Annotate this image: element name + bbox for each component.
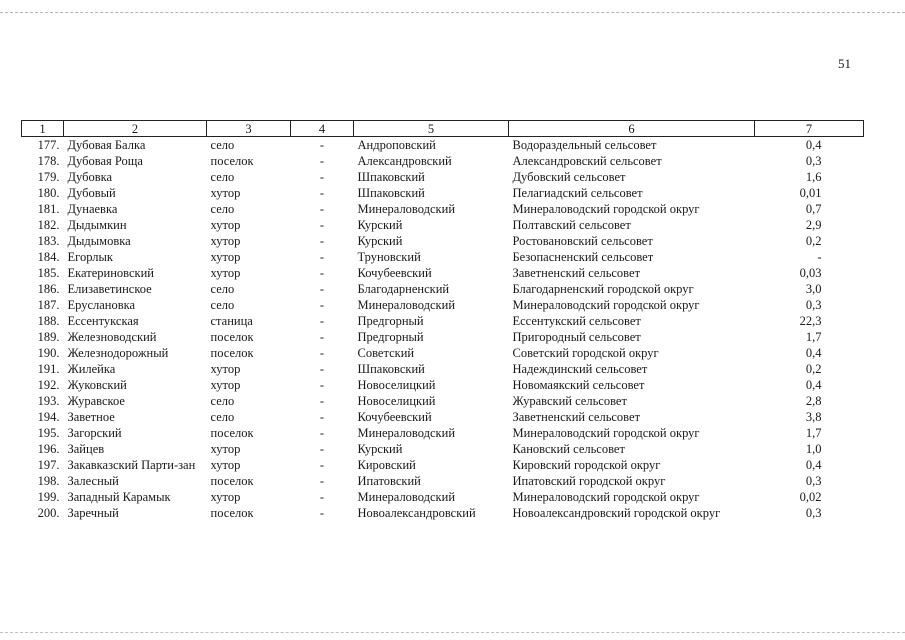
row-number: 188. bbox=[37, 314, 60, 328]
area-value: 0,3 bbox=[805, 298, 822, 312]
settlement-type: село bbox=[210, 202, 235, 216]
table-row bbox=[22, 425, 864, 441]
settlement-type: поселок bbox=[210, 426, 254, 440]
district-name: Минераловодский bbox=[357, 202, 456, 216]
column-4-value: - bbox=[319, 154, 325, 168]
settlement-name: Дубовка bbox=[67, 170, 113, 184]
district-name: Шпаковский bbox=[357, 170, 425, 184]
settlement-name: Дыдымкин bbox=[67, 218, 127, 232]
settlement-name: Закавказский Парти-зан bbox=[67, 458, 196, 472]
row-number: 192. bbox=[37, 378, 60, 392]
district-name: Труновский bbox=[357, 250, 421, 264]
row-number: 189. bbox=[37, 330, 60, 344]
district-name: Курский bbox=[357, 234, 403, 248]
column-header-2: 2 bbox=[64, 121, 207, 137]
settlement-name: Еруслановка bbox=[67, 298, 136, 312]
area-value: 0,3 bbox=[805, 154, 822, 168]
settlement-name: Егорлык bbox=[67, 250, 113, 264]
column-4-value: - bbox=[319, 362, 325, 376]
column-4-value: - bbox=[319, 266, 325, 280]
row-number: 185. bbox=[37, 266, 60, 280]
row-number: 187. bbox=[37, 298, 60, 312]
area-value: 0,3 bbox=[805, 506, 822, 520]
district-name: Кочубеевский bbox=[357, 266, 432, 280]
municipality-name: Безопасненский сельсовет bbox=[512, 250, 654, 264]
municipality-name: Минераловодский городской округ bbox=[512, 490, 700, 504]
settlement-type: хутор bbox=[210, 378, 241, 392]
table-row bbox=[22, 409, 864, 425]
settlement-name: Дубовый bbox=[67, 186, 116, 200]
district-name: Шпаковский bbox=[357, 186, 425, 200]
scan-artifact-bottom-line bbox=[0, 632, 905, 633]
municipality-name: Ипатовский городской округ bbox=[512, 474, 666, 488]
settlement-name: Елизаветинское bbox=[67, 282, 152, 296]
table-row bbox=[22, 473, 864, 489]
municipality-name: Минераловодский городской округ bbox=[512, 202, 700, 216]
settlement-name: Дубовая Балка bbox=[67, 138, 146, 152]
municipality-name: Кировский городской округ bbox=[512, 458, 661, 472]
row-number: 199. bbox=[37, 490, 60, 504]
table-row bbox=[22, 233, 864, 249]
settlement-type: село bbox=[210, 298, 235, 312]
settlement-type: поселок bbox=[210, 330, 254, 344]
municipality-name: Дубовский сельсовет bbox=[512, 170, 626, 184]
column-header-4: 4 bbox=[291, 121, 354, 137]
table-row bbox=[22, 345, 864, 361]
area-value: 0,03 bbox=[799, 266, 822, 280]
column-header-3: 3 bbox=[207, 121, 291, 137]
district-name: Минераловодский bbox=[357, 490, 456, 504]
district-name: Минераловодский bbox=[357, 426, 456, 440]
column-4-value: - bbox=[319, 186, 325, 200]
municipality-name: Заветненский сельсовет bbox=[512, 266, 641, 280]
settlement-type: поселок bbox=[210, 506, 254, 520]
area-value: 22,3 bbox=[799, 314, 822, 328]
header-row bbox=[22, 121, 864, 137]
table-row bbox=[22, 201, 864, 217]
district-name: Предгорный bbox=[357, 314, 424, 328]
settlement-name: Ессентукская bbox=[67, 314, 139, 328]
table-body bbox=[22, 137, 864, 522]
table-row bbox=[22, 329, 864, 345]
row-number: 197. bbox=[37, 458, 60, 472]
column-4-value: - bbox=[319, 298, 325, 312]
district-name: Шпаковский bbox=[357, 362, 425, 376]
column-header-5: 5 bbox=[354, 121, 509, 137]
row-number: 191. bbox=[37, 362, 60, 376]
column-header-7: 7 bbox=[755, 121, 864, 137]
table-row bbox=[22, 361, 864, 377]
area-value: 0,02 bbox=[799, 490, 822, 504]
table-row bbox=[22, 169, 864, 185]
column-4-value: - bbox=[319, 474, 325, 488]
district-name: Кировский bbox=[357, 458, 416, 472]
table-row bbox=[22, 185, 864, 201]
settlement-name: Жилейка bbox=[67, 362, 116, 376]
column-4-value: - bbox=[319, 282, 325, 296]
area-value: 0,4 bbox=[805, 378, 822, 392]
district-name: Советский bbox=[357, 346, 415, 360]
row-number: 184. bbox=[37, 250, 60, 264]
settlement-name: Дунаевка bbox=[67, 202, 118, 216]
column-4-value: - bbox=[319, 218, 325, 232]
table-row bbox=[22, 377, 864, 393]
column-4-value: - bbox=[319, 346, 325, 360]
settlement-type: хутор bbox=[210, 234, 241, 248]
table-row bbox=[22, 249, 864, 265]
settlement-type: хутор bbox=[210, 250, 241, 264]
settlement-name: Загорский bbox=[67, 426, 122, 440]
row-number: 193. bbox=[37, 394, 60, 408]
district-name: Новоселицкий bbox=[357, 378, 436, 392]
settlement-type: хутор bbox=[210, 362, 241, 376]
area-value: 1,6 bbox=[805, 170, 822, 184]
table-row bbox=[22, 313, 864, 329]
district-name: Кочубеевский bbox=[357, 410, 432, 424]
table-row bbox=[22, 153, 864, 169]
settlement-name: Железнодорожный bbox=[67, 346, 169, 360]
settlements-table bbox=[21, 120, 864, 521]
settlement-type: село bbox=[210, 138, 235, 152]
municipality-name: Минераловодский городской округ bbox=[512, 426, 700, 440]
district-name: Благодарненский bbox=[357, 282, 450, 296]
settlement-type: село bbox=[210, 410, 235, 424]
column-4-value: - bbox=[319, 394, 325, 408]
municipality-name: Пелагиадский сельсовет bbox=[512, 186, 643, 200]
area-value: 2,9 bbox=[805, 218, 822, 232]
column-4-value: - bbox=[319, 202, 325, 216]
area-value: 1,0 bbox=[805, 442, 822, 456]
table-row bbox=[22, 489, 864, 505]
municipality-name: Советский городской округ bbox=[512, 346, 659, 360]
scan-artifact-top-line bbox=[0, 12, 905, 13]
district-name: Курский bbox=[357, 218, 403, 232]
municipality-name: Надеждинский сельсовет bbox=[512, 362, 648, 376]
column-4-value: - bbox=[319, 330, 325, 344]
settlement-name: Дубовая Роща bbox=[67, 154, 143, 168]
table-header bbox=[22, 121, 864, 137]
municipality-name: Пригородный сельсовет bbox=[512, 330, 641, 344]
district-name: Новоалександровский bbox=[357, 506, 476, 520]
column-4-value: - bbox=[319, 426, 325, 440]
row-number: 183. bbox=[37, 234, 60, 248]
settlement-name: Заречный bbox=[67, 506, 119, 520]
area-value: 0,2 bbox=[805, 234, 822, 248]
area-value: 1,7 bbox=[805, 426, 822, 440]
district-name: Предгорный bbox=[357, 330, 424, 344]
district-name: Новоселицкий bbox=[357, 394, 436, 408]
municipality-name: Полтавский сельсовет bbox=[512, 218, 631, 232]
municipality-name: Новоалександровский городской округ bbox=[512, 506, 721, 520]
column-4-value: - bbox=[319, 442, 325, 456]
settlement-type: станица bbox=[210, 314, 253, 328]
area-value: 2,8 bbox=[805, 394, 822, 408]
area-value: 1,7 bbox=[805, 330, 822, 344]
settlement-type: село bbox=[210, 282, 235, 296]
column-4-value: - bbox=[319, 410, 325, 424]
settlement-type: хутор bbox=[210, 442, 241, 456]
settlement-type: поселок bbox=[210, 474, 254, 488]
settlement-type: хутор bbox=[210, 458, 241, 472]
area-value: 0,7 bbox=[805, 202, 822, 216]
district-name: Ипатовский bbox=[357, 474, 421, 488]
column-4-value: - bbox=[319, 378, 325, 392]
settlement-type: село bbox=[210, 170, 235, 184]
settlement-type: хутор bbox=[210, 266, 241, 280]
page-number: 51 bbox=[838, 56, 851, 71]
row-number: 196. bbox=[37, 442, 60, 456]
district-name: Андроповский bbox=[357, 138, 436, 152]
district-name: Минераловодский bbox=[357, 298, 456, 312]
column-4-value: - bbox=[319, 490, 325, 504]
table-row bbox=[22, 217, 864, 233]
table-row bbox=[22, 393, 864, 409]
row-number: 190. bbox=[37, 346, 60, 360]
settlement-name: Дыдымовка bbox=[67, 234, 131, 248]
area-value: 0,3 bbox=[805, 474, 822, 488]
area-value: 0,2 bbox=[805, 362, 822, 376]
area-value: 0,4 bbox=[805, 346, 822, 360]
district-name: Курский bbox=[357, 442, 403, 456]
settlement-name: Жуковский bbox=[67, 378, 127, 392]
row-number: 194. bbox=[37, 410, 60, 424]
row-number: 200. bbox=[37, 506, 60, 520]
column-4-value: - bbox=[319, 234, 325, 248]
column-4-value: - bbox=[319, 314, 325, 328]
municipality-name: Новомаякский сельсовет bbox=[512, 378, 645, 392]
municipality-name: Минераловодский городской округ bbox=[512, 298, 700, 312]
settlement-name: Журавское bbox=[67, 394, 125, 408]
row-number: 181. bbox=[37, 202, 60, 216]
row-number: 178. bbox=[37, 154, 60, 168]
row-number: 186. bbox=[37, 282, 60, 296]
table-row bbox=[22, 265, 864, 281]
column-header-6: 6 bbox=[509, 121, 755, 137]
settlement-name: Екатериновский bbox=[67, 266, 154, 280]
municipality-name: Александровский сельсовет bbox=[512, 154, 662, 168]
column-4-value: - bbox=[319, 458, 325, 472]
municipality-name: Заветненский сельсовет bbox=[512, 410, 641, 424]
settlement-type: хутор bbox=[210, 490, 241, 504]
row-number: 179. bbox=[37, 170, 60, 184]
table-row bbox=[22, 137, 864, 154]
municipality-name: Водораздельный сельсовет bbox=[512, 138, 657, 152]
municipality-name: Журавский сельсовет bbox=[512, 394, 627, 408]
table-row bbox=[22, 281, 864, 297]
area-value: 3,0 bbox=[805, 282, 822, 296]
settlement-name: Западный Карамык bbox=[67, 490, 171, 504]
column-4-value: - bbox=[319, 138, 325, 152]
column-4-value: - bbox=[319, 250, 325, 264]
row-number: 182. bbox=[37, 218, 60, 232]
municipality-name: Кановский сельсовет bbox=[512, 442, 625, 456]
settlement-type: хутор bbox=[210, 186, 241, 200]
table-row bbox=[22, 297, 864, 313]
table-row bbox=[22, 505, 864, 521]
column-4-value: - bbox=[319, 170, 325, 184]
row-number: 177. bbox=[37, 138, 60, 152]
area-value: 0,4 bbox=[805, 458, 822, 472]
district-name: Александровский bbox=[357, 154, 452, 168]
settlement-name: Железноводский bbox=[67, 330, 157, 344]
table-row bbox=[22, 441, 864, 457]
column-4-value: - bbox=[319, 506, 325, 520]
column-header-1: 1 bbox=[22, 121, 64, 137]
settlement-name: Заветное bbox=[67, 410, 115, 424]
area-value: 0,4 bbox=[805, 138, 822, 152]
row-number: 195. bbox=[37, 426, 60, 440]
table-row bbox=[22, 457, 864, 473]
settlement-type: поселок bbox=[210, 154, 254, 168]
row-number: 198. bbox=[37, 474, 60, 488]
municipality-name: Ессентукский сельсовет bbox=[512, 314, 641, 328]
area-value: 3,8 bbox=[805, 410, 822, 424]
settlement-type: поселок bbox=[210, 346, 254, 360]
row-number: 180. bbox=[37, 186, 60, 200]
settlement-type: село bbox=[210, 394, 235, 408]
settlement-name: Зайцев bbox=[67, 442, 105, 456]
municipality-name: Благодарненский городской округ bbox=[512, 282, 694, 296]
area-value: 0,01 bbox=[799, 186, 822, 200]
municipality-name: Ростовановский сельсовет bbox=[512, 234, 653, 248]
area-value: - bbox=[817, 250, 822, 264]
settlement-type: хутор bbox=[210, 218, 241, 232]
settlement-name: Залесный bbox=[67, 474, 119, 488]
